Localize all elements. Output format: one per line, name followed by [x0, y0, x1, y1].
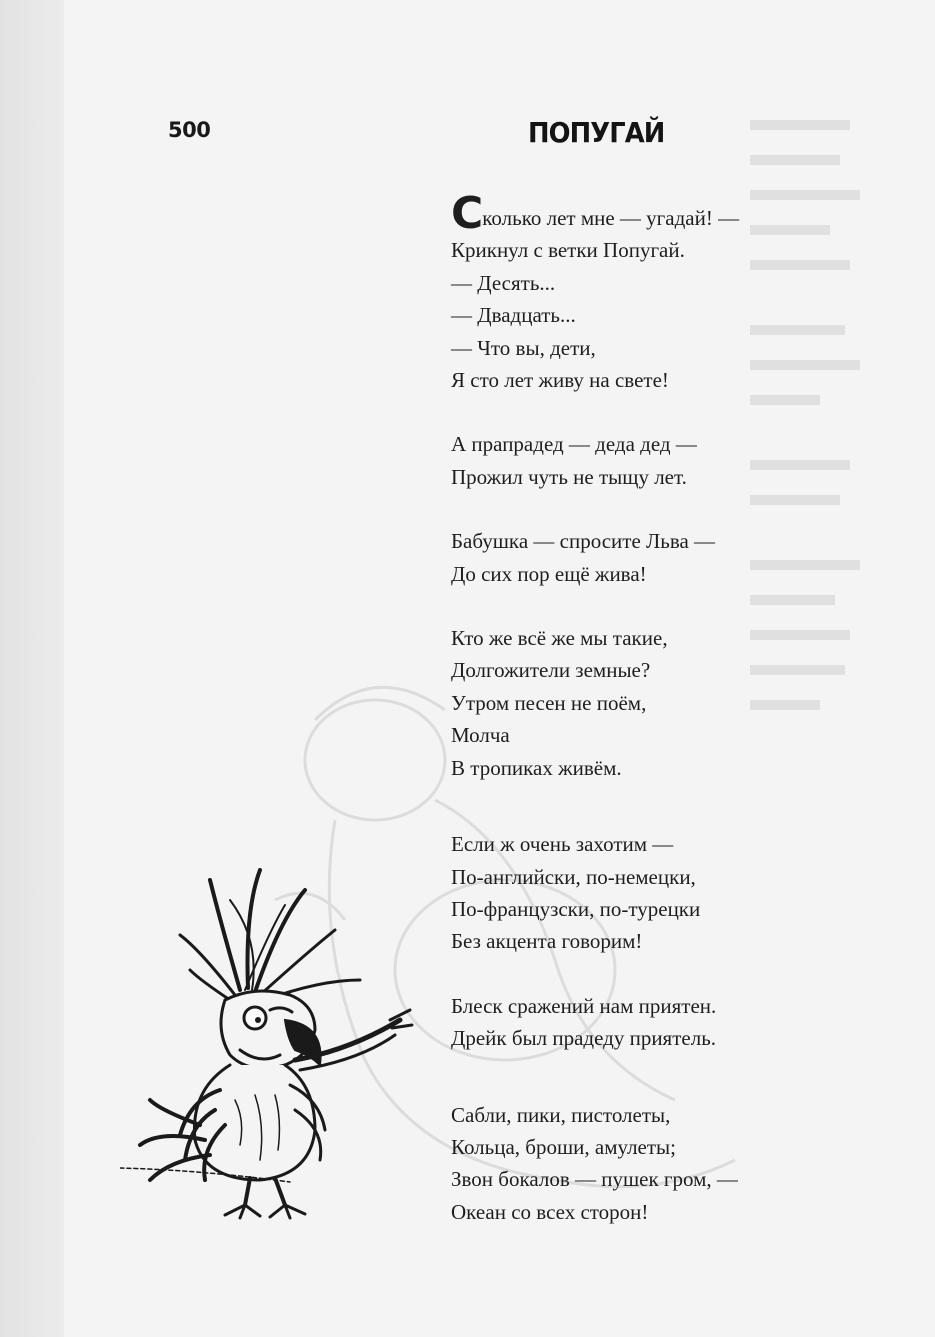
poem-line: Блеск сражений нам приятен.: [451, 993, 717, 1018]
poem-line: В тропиках живём.: [451, 755, 622, 780]
poem-line: Звон бокалов — пушек гром, —: [451, 1167, 738, 1192]
poem-line-text: колько лет мне — угадай! —: [482, 206, 740, 230]
poem-line: Молча: [451, 723, 510, 748]
poem-line: Крикнул с ветки Попугай.: [451, 238, 685, 263]
poem-line: — Десять...: [451, 270, 556, 295]
poem-line: Сабли, пики, пистолеты,: [451, 1102, 671, 1127]
stanza: [451, 828, 871, 958]
poem-line: Без акцента говорим!: [451, 929, 643, 954]
drop-cap: С: [451, 188, 483, 239]
poem-body: [451, 188, 871, 1260]
poem-line: Прожил чуть не тыщу лет.: [451, 464, 687, 489]
poem-line: По-французски, по-турецки: [451, 896, 701, 921]
parrot-illustration-icon: [120, 860, 420, 1220]
poem-line: [451, 188, 871, 239]
poem-line: Кто же всё же мы такие,: [451, 626, 668, 651]
stanza: [451, 1099, 871, 1229]
poem-line: По-английски, по-немецки,: [451, 864, 696, 889]
stanza: [451, 622, 871, 784]
poem-line: Кольца, броши, амулеты;: [451, 1134, 677, 1159]
stanza: [451, 188, 871, 396]
poem-line: А прапрадед — деда дед —: [451, 432, 697, 457]
stanza: [451, 990, 871, 1055]
poem-line: Я сто лет живу на свете!: [451, 368, 669, 393]
poem-line: — Что вы, дети,: [451, 335, 596, 360]
poem-title: ПОПУГАЙ: [528, 116, 665, 149]
poem-line: Дрейк был прадеду приятель.: [451, 1026, 717, 1051]
poem-line: Океан со всех сторон!: [451, 1199, 649, 1224]
poem-line: — Двадцать...: [451, 303, 576, 328]
stanza: [451, 428, 871, 493]
page-number: 500: [168, 118, 211, 142]
page-gutter-shadow: [0, 0, 64, 1337]
poem-line: Утром песен не поём,: [451, 690, 647, 715]
poem-line: Долгожители земные?: [451, 658, 651, 683]
poem-line: Бабушка — спросите Льва —: [451, 529, 716, 554]
poem-line: До сих пор ещё жива!: [451, 561, 647, 586]
stanza: [451, 525, 871, 590]
poem-line: Если ж очень захотим —: [451, 832, 674, 857]
